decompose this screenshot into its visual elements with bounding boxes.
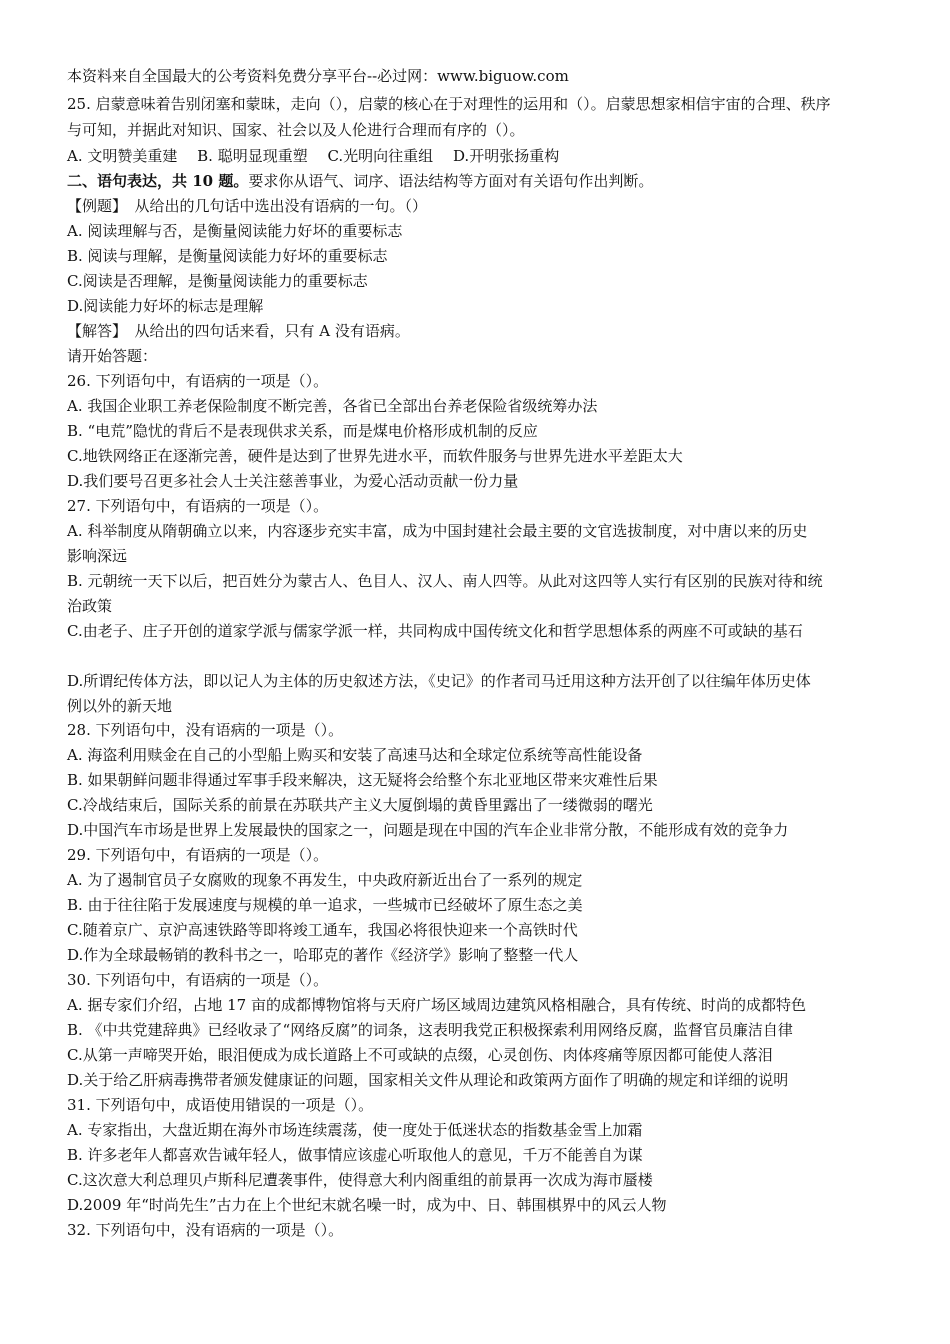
q29-stem: 29. 下列语句中，有语病的一项是（）。 (67, 846, 329, 864)
q26-option-c: C.地铁网络正在逐渐完善，硬件是达到了世界先进水平，而软件服务与世界先进水平差距太大 (67, 447, 683, 465)
q27-option-a-line2: 影响深远 (67, 547, 128, 565)
q27-option-b-line2: 治政策 (67, 597, 113, 615)
q31-stem: 31. 下列语句中，成语使用错误的一项是（）。 (67, 1096, 374, 1114)
q29-option-c: C.随着京广、京沪高速铁路等即将竣工通车，我国必将很快迎来一个高铁时代 (67, 921, 578, 939)
q27-option-c: C.由老子、庄子开创的道家学派与儒家学派一样，共同构成中国传统文化和哲学思想体系的两座不可或缺的基石 (67, 622, 803, 640)
q29-option-b: B. 由于往往陷于发展速度与规模的单一追求，一些城市已经破坏了原生态之美 (67, 896, 583, 914)
example-option-a: A. 阅读理解与否，是衡量阅读能力好坏的重要标志 (67, 222, 403, 240)
q28-option-b: B. 如果朝鲜问题非得通过军事手段来解决，这无疑将会给整个东北亚地区带来灾难性后果 (67, 771, 658, 789)
example-option-d: D.阅读能力好坏的标志是理解 (67, 297, 264, 315)
q31-option-d: D.2009 年“时尚先生”古力在上个世纪末就名噪一时，成为中、日、韩围棋界中的风云人物 (67, 1196, 667, 1214)
q26-option-a: A. 我国企业职工养老保险制度不断完善，各省已全部出台养老保险省级统筹办法 (67, 397, 598, 415)
example-option-c: C.阅读是否理解，是衡量阅读能力的重要标志 (67, 272, 368, 290)
q25-options: A. 文明赞美重建 B. 聪明显现重塑 C.光明向往重组 D.开明张扬重构 (67, 147, 560, 165)
q27-option-d-line2: 例以外的新天地 (67, 697, 173, 715)
q30-option-c: C.从第一声啼哭开始，眼泪便成为成长道路上不可或缺的点缀，心灵创伤、肉体疼痛等原因都可能使人落泪 (67, 1046, 773, 1064)
section2-description: 要求你从语气、词序、语法结构等方面对有关语句作出判断。 (248, 172, 654, 190)
q32-stem: 32. 下列语句中，没有语病的一项是（）。 (67, 1221, 344, 1239)
q27-stem: 27. 下列语句中，有语病的一项是（）。 (67, 497, 329, 515)
q28-option-d: D.中国汽车市场是世界上发展最快的国家之一，问题是现在中国的汽车企业非常分散，不能形成有效的竞争力 (67, 821, 789, 839)
section2-title: 二、语句表达，共 10 题。 (67, 172, 249, 190)
example-question: 【例题】 从给出的几句话中选出没有语病的一句。（） (67, 197, 428, 215)
q25-stem-line1: 25. 启蒙意味着告别闭塞和蒙昧，走向（），启蒙的核心在于对理性的运用和（）。启蒙思想家相信宇宙的合理、秩序 (67, 95, 831, 113)
q26-option-d: D.我们要号召更多社会人士关注慈善事业，为爱心活动贡献一份力量 (67, 472, 519, 490)
q28-option-c: C.冷战结束后，国际关系的前景在苏联共产主义大厦倒塌的黄昏里露出了一缕微弱的曙光 (67, 796, 653, 814)
example-option-b: B. 阅读与理解，是衡量阅读能力好坏的重要标志 (67, 247, 388, 265)
q27-option-a-line1: A. 科举制度从隋朝确立以来，内容逐步充实丰富，成为中国封建社会最主要的文官选拔制度，对中唐以来的历史 (67, 522, 808, 540)
q26-option-b: B. “电荒”隐忧的背后不是表现供求关系，而是煤电价格形成机制的反应 (67, 422, 538, 440)
section2-heading (67, 171, 653, 191)
q27-option-b-line1: B. 元朝统一天下以后，把百姓分为蒙古人、色目人、汉人、南人四等。从此对这四等人实行有区别的民族对待和统 (67, 572, 823, 590)
q31-option-b: B. 许多老年人都喜欢告诫年轻人，做事情应该虚心听取他人的意见，千万不能善自为谋 (67, 1146, 643, 1164)
q30-option-d: D.关于给乙肝病毒携带者颁发健康证的问题，国家相关文件从理论和政策两方面作了明确的规定和详细的说明 (67, 1071, 789, 1089)
q29-option-d: D.作为全球最畅销的教科书之一，哈耶克的著作《经济学》影响了整整一代人 (67, 946, 579, 964)
q30-option-b: B. 《中共党建辞典》已经收录了“网络反腐”的词条，这表明我党正积极探索利用网络反腐，监督官员廉洁自律 (67, 1021, 793, 1039)
q27-option-d-line1: D.所谓纪传体方法，即以记人为主体的历史叙述方法，《史记》的作者司马迁用这种方法开创了以往编年体历史体 (67, 672, 811, 690)
q31-option-c: C.这次意大利总理贝卢斯科尼遭袭事件，使得意大利内阁重组的前景再一次成为海市蜃楼 (67, 1171, 653, 1189)
q29-option-a: A. 为了遏制官员子女腐败的现象不再发生，中央政府新近出台了一系列的规定 (67, 871, 583, 889)
q28-stem: 28. 下列语句中，没有语病的一项是（）。 (67, 721, 344, 739)
q25-stem-line2: 与可知，并据此对知识、国家、社会以及人伦进行合理而有序的（）。 (67, 121, 525, 139)
q26-stem: 26. 下列语句中，有语病的一项是（）。 (67, 372, 329, 390)
q28-option-a: A. 海盗利用赎金在自己的小型船上购买和安装了高速马达和全球定位系统等高性能设备 (67, 746, 643, 764)
q31-option-a: A. 专家指出，大盘近期在海外市场连续震荡，使一度处于低迷状态的指数基金雪上加霜 (67, 1121, 643, 1139)
start-prompt: 请开始答题： (67, 347, 158, 365)
q30-stem: 30. 下列语句中，有语病的一项是（）。 (67, 971, 329, 989)
header-source-line: 本资料来自全国最大的公考资料免费分享平台--必过网：www.biguow.com (67, 67, 569, 85)
example-answer: 【解答】 从给出的四句话来看，只有 A 没有语病。 (67, 322, 410, 340)
q30-option-a: A. 据专家们介绍，占地 17 亩的成都博物馆将与天府广场区域周边建筑风格相融合，具有传统、时尚的成都特色 (67, 996, 806, 1014)
